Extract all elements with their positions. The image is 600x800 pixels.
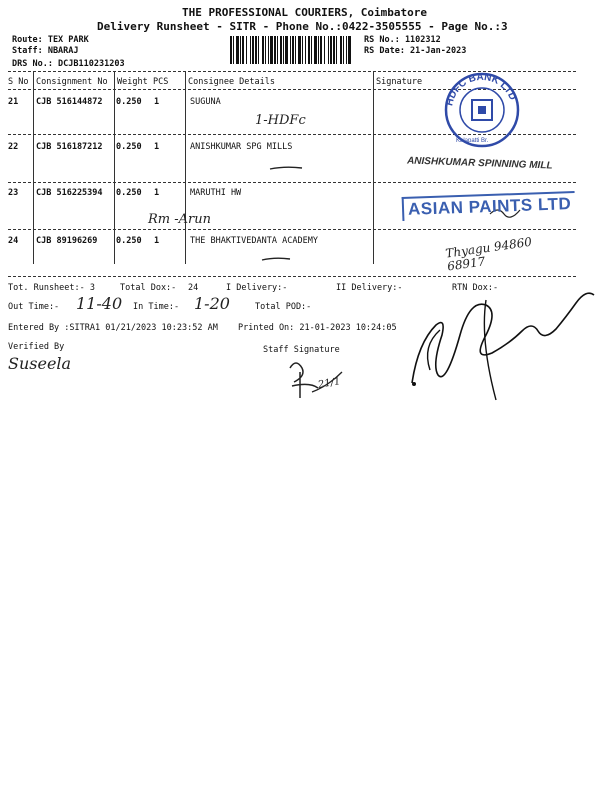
total-runsheet: Tot. Runsheet:- 3 — [8, 283, 95, 293]
route-label: Route: TEX PARK — [12, 35, 89, 45]
i-delivery-label: I Delivery:- — [226, 283, 288, 293]
row-consignee: MARUTHI HW — [190, 188, 242, 198]
row-sno: 23 — [8, 188, 19, 198]
row-pcs: 1 — [154, 188, 160, 198]
printed-on: Printed On: 21-01-2023 10:24:05 — [238, 323, 397, 333]
row-consignee: SUGUNA — [190, 97, 221, 107]
verified-by-label: Verified By — [8, 342, 65, 352]
row-weight: 0.250 — [116, 97, 142, 107]
row-consignment: CJB 516144872 — [36, 97, 103, 107]
col-header-consignment: Consignment No — [36, 77, 108, 87]
row-sno: 21 — [8, 97, 19, 107]
anishkumar-stamp: ANISHKUMAR SPINNING MILL — [406, 155, 553, 172]
rtn-dox-label: RTN Dox:- — [452, 283, 499, 293]
row-weight: 0.250 — [116, 188, 142, 198]
row-handwritten-note: 1-HDFc — [255, 113, 306, 128]
row-weight: 0.250 — [116, 142, 142, 152]
row-consignee: ANISHKUMAR SPG MILLS — [190, 142, 293, 152]
row-pcs: 1 — [154, 142, 160, 152]
row-consignment: CJB 516225394 — [36, 188, 103, 198]
staff-signature-date: 21/1 — [317, 376, 342, 391]
row-consignee: THE BHAKTIVEDANTA ACADEMY — [190, 236, 318, 246]
out-time-label: Out Time:- — [8, 302, 60, 312]
runsheet-title: Delivery Runsheet - SITR - Phone No.:0422-3505555 - Page No.:3 — [97, 20, 508, 33]
row-sno: 22 — [8, 142, 19, 152]
col-header-weight: Weight — [117, 77, 148, 87]
staff-label: Staff: NBARAJ — [12, 46, 79, 56]
col-header-signature: Signature — [376, 77, 423, 87]
row-consignment: CJB 516187212 — [36, 142, 103, 152]
rs-number: RS No.: 1102312 — [364, 35, 441, 45]
total-pod-label: Total POD:- — [255, 302, 312, 312]
col-header-pcs: PCS — [153, 77, 169, 87]
total-dox-value: 24 — [188, 283, 199, 293]
row-consignment: CJB 89196269 — [36, 236, 98, 246]
in-time-label: In Time:- — [133, 302, 180, 312]
row-weight: 0.250 — [116, 236, 142, 246]
hdfc-branch-text: Kalapatti Br. — [456, 138, 489, 144]
col-header-consignee: Consignee Details — [188, 77, 275, 87]
verified-by-signature: Suseela — [8, 354, 72, 373]
col-header-sno: S No — [8, 77, 29, 87]
asian-paints-stamp: ASIAN PAINTS LTD — [402, 191, 576, 221]
total-dox-label: Total Dox:- — [120, 283, 177, 293]
row-pcs: 1 — [154, 97, 160, 107]
ii-delivery-label: II Delivery:- — [336, 283, 403, 293]
rs-date: RS Date: 21-Jan-2023 — [364, 46, 467, 56]
drs-label: DRS No.: DCJB110231203 — [12, 59, 125, 69]
row-sno: 24 — [8, 236, 19, 246]
entered-by: Entered By :SITRA1 01/21/2023 10:23:52 AM — [8, 323, 218, 333]
out-time-value: 11-40 — [76, 294, 123, 313]
bhaktivedanta-handwritten-note: Thyagu 94860 68917 — [444, 234, 533, 274]
hdfc-stamp-text: HDFC BANK LTD — [444, 71, 519, 107]
in-time-value: 1-20 — [194, 294, 230, 313]
company-name: THE PROFESSIONAL COURIERS, Coimbatore — [182, 6, 428, 19]
staff-signature-label: Staff Signature — [263, 345, 340, 355]
row-handwritten-note: Rm -Arun — [148, 212, 211, 227]
row-pcs: 1 — [154, 236, 160, 246]
